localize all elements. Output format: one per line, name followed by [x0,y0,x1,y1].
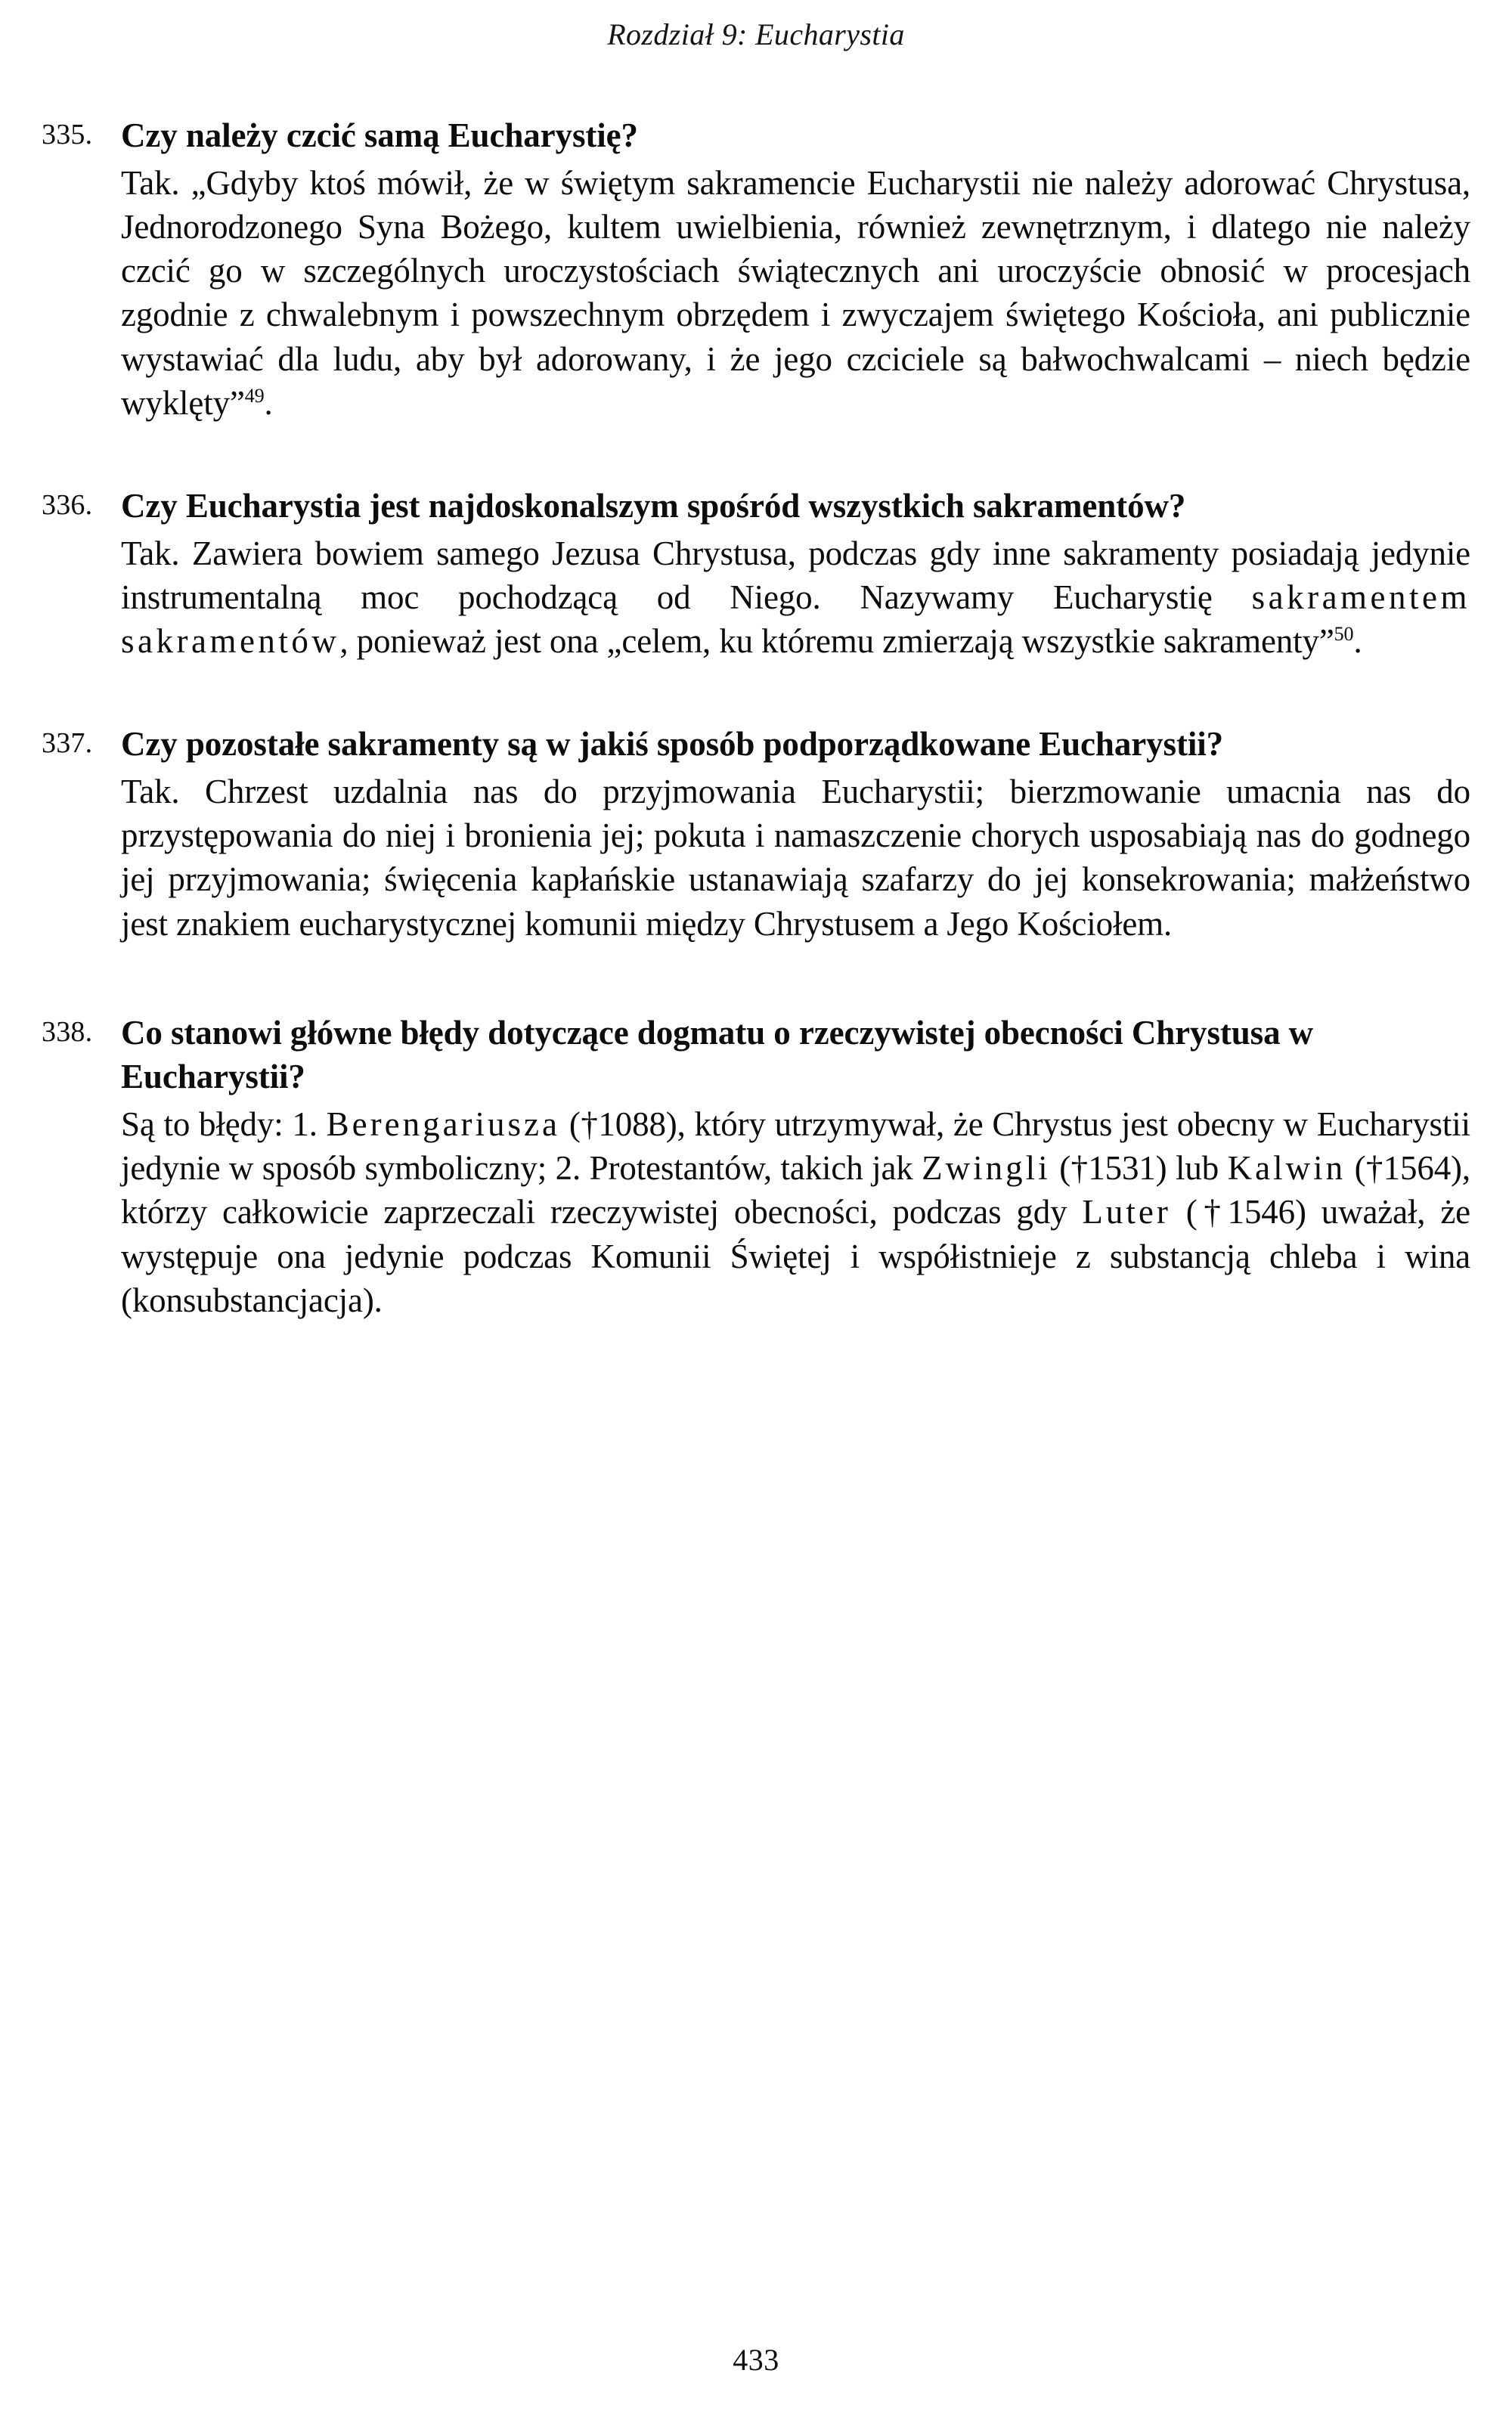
qa-entry-336 [42,484,1470,663]
answer-336 [42,531,1470,664]
text-column [42,113,1470,1322]
question-number-336: 336. [42,489,93,522]
qa-entry-338 [42,1011,1470,1322]
answer-335 [42,161,1470,426]
answer-335-body: Tak. „Gdyby ktoś mówił, że w świętym sakramencie Eucharystii nie należy adorować Chrystusa, Jednorodzonego Syna Bożego, kultem uwielbienia, również zewnętrznym, i dlatego nie należy czcić go w szczególnych uroczystościach świątecznych ani uroczyście obnosić w procesjach zgodnie z chwalebnym i powszechnym obrzędem i zwyczajem świętego Kościoła, ani publicznie wystawiać dla ludu, aby był adorowany, i że jego czciciele są bałwochwalcami – niech będzie wyklęty” [121,163,1470,422]
page-number: 433 [733,2343,779,2377]
question-text-336: Czy Eucharystia jest najdoskonalszym spośród wszystkich sakramentów? [121,487,1186,525]
question-337 [42,722,1470,767]
qa-entry-335 [42,113,1470,425]
question-number-338: 338. [42,1015,93,1048]
person-name-berengariusz: Berengariusza [326,1104,561,1143]
answer-338 [42,1102,1470,1322]
answer-338-part1: Są to błędy: 1. [121,1104,327,1143]
question-number-335: 335. [42,119,93,150]
answer-336-lead: Tak. Zawiera bowiem samego Jezusa Chrystusa, podczas gdy inne sakramenty posiadają jedynie instrumentalną moc pochodzącą od Niego. Nazywamy Eucharystię [121,534,1470,616]
question-text-335: Czy należy czcić samą Eucharystię? [121,116,638,154]
answer-338-part4: (†1564), którzy całkowicie zaprzeczali rzeczywistej obecności, podczas gdy [121,1149,1470,1231]
question-number-337: 337. [42,727,93,760]
running-head: Rozdział 9: Eucharystia [607,17,905,51]
footnote-marker-50: 50 [1334,623,1354,646]
question-336 [42,484,1470,528]
person-name-zwingli: Zwingli [922,1149,1051,1188]
answer-335-tail: . [264,383,273,422]
answer-338-part3: (†1531) lub [1050,1149,1228,1188]
answer-337: Tak. Chrzest uzdalnia nas do przyjmowania Eucharystii; bierzmowanie umacnia nas do przystępowania do niej i bronienia jej; pokuta i namaszczenie chorych usposabiają nas do godnego jej przyjmowania; święcenia kapłańskie ustanawiają szafarzy do jej konsekrowania; małżeństwo jest znakiem eucharystycznej komunii między Chrystusem a Jego Kościołem. [121,772,1470,943]
question-text-338: Co stanowi główne błędy dotyczące dogmatu o rzeczywistej obecności Chrystusa w Eucharystii? [121,1013,1314,1096]
answer-336-mid: , ponieważ jest ona „celem, ku któremu zmierzają wszystkie sakramenty” [339,622,1334,661]
person-name-kalwin: Kalwin [1227,1149,1346,1188]
answer-338-part2: (†1088), który utrzymywał, że Chrystus jest obecny w Eucharystii jedynie w sposób symboliczny; 2. Protestantów, takich jak [121,1104,1470,1188]
emphasised-term-sakramentem-sakramentow: sakramentem sakramentów [121,578,1470,661]
question-335 [42,113,1470,158]
answer-338-part5: (†1546) uważał, że występuje ona jedynie podczas Komunii Świętej i współistnieje z substancją chleba i wina (konsubstancjacja). [121,1193,1470,1320]
question-text-337: Czy pozostałe sakramenty są w jakiś sposób podporządkowane Eucharystii? [121,725,1224,764]
person-name-luter: Luter [1082,1193,1171,1231]
question-338 [42,1011,1470,1099]
qa-entry-337 [42,722,1470,946]
footnote-marker-49: 49 [244,384,265,407]
answer-336-tail: . [1353,622,1362,661]
